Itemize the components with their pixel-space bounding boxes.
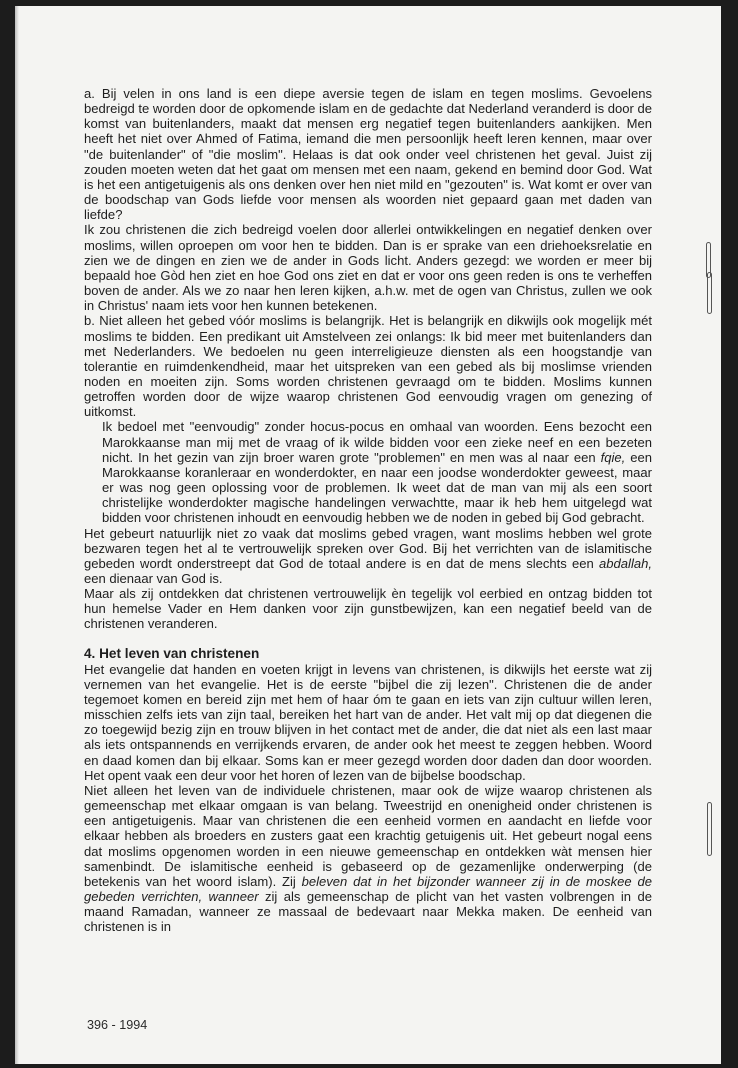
paragraph-gospel-life: Het evangelie dat handen en voeten krijgt in levens van christenen, is dikwijls het eerste wat zij vernemen van het evangelie. Het is de eerste "bijbel die zij lezen". Christenen die de ander tegemoet komen en bereid zijn met hem of haar óm te gaan en iets van zijn cultuur willen leren, misschien zelfs iets van zijn taal, bereiken het hart van de ander. Het valt mij op dat diegenen die zo toegewijd bezig zijn en trouw blijven in het contact met de ander, die dat niet als een last maar als iets ontspannends en verrijkends ervaren, de ander ook het meest te zeggen hebben. Woord en daad komen dan bij elkaar. Soms kan er meer gezegd worden door daden dan door woorden. Het opent vaak een deur voor het horen of lezen van de bijbelse boodschap. xyxy=(84,661,652,783)
margin-mark-2 xyxy=(707,272,712,314)
term-abdallah: abdallah, xyxy=(599,555,652,571)
not-often-part-2: een dienaar van God is. xyxy=(84,571,223,586)
not-often-part-1: Het gebeurt natuurlijk niet zo vaak dat moslims gebed vragen, want moslims hebben wel grote bezwaren tegen het al te vertrouwelijk spreken over God. Bij het verrichten van de islamitische gebeden wordt onderstreept dat God de totaal andere is en dat de mens slechts een xyxy=(84,525,652,571)
community-italic: beleven dat in het bijzonder wanneer zij in de moskee de gebeden verrichten, wanneer xyxy=(84,873,652,904)
paragraph-pray-for: Ik zou christenen die zich bedreigd voelen door allerlei ontwikkelingen en negatief denken over moslims, willen oproepen om voor hen te bidden. Dan is er sprake van een driehoeksrelatie en zien we de dingen en zien we de ander in Gods licht. Anders gezegd: we worden er meer bij bepaald hoe Gòd hen ziet en hoe God ons ziet en dat er voor ons geen reden is ons te verheffen boven de ander. Als we zo naar hen leren kijken, a.h.w. met de ogen van Christus, zullen we ook in Christus' naam iets voor hen kunnen betekenen. xyxy=(84,222,652,314)
community-part-2: zij als gemeenschap de plicht van het vasten volbrengen in de maand Ramadan, wanneer ze massaal de bedevaart naar Mekka maken. De eenheid van christenen is in xyxy=(84,888,652,935)
body-text xyxy=(84,86,652,934)
paragraph-aversion: a. Bij velen in ons land is een diepe aversie tegen de islam en tegen moslims. Gevoelens bedreigd te worden door de opkomende islam en de gedachte dat Nederland veranderd is door de komst van buitenlanders, maakt dat mensen erg negatief tegen buitenlanders aankijken. Men heeft het niet over Ahmed of Fatima, iemand die men persoonlijk heeft leren kennen, maar over "de buitenlander" of "die moslim". Helaas is dat ook onder veel christenen het geval. Juist zij zouden moeten weten dat het gaat om mensen met een naam, gekend en bemind door God. Wat is het een antigetuigenis als ons denken over hen niet mild en "gezouten" is. Wat komt er over van de boodschap van Gods liefde voor mensen als woorden niet gepaard gaan met daden van liefde? xyxy=(84,86,652,223)
paragraph-closing: Maar als zij ontdekken dat christenen vertrouwelijk èn tegelijk vol eerbied en ontzag bidden tot hun hemelse Vader en Hem danken voor zijn gunstbewijzen, kan een negatief beeld van de christenen veranderen. xyxy=(84,586,652,632)
margin-mark-3 xyxy=(707,802,712,856)
community-part-1: Niet alleen het leven van de individuele christenen, maar ook de wijze waarop christenen als gemeenschap met elkaar omgaan is van belang. Tweestrijd en onenigheid onder christenen is een antigetuigenis. Maar van christenen die een eenheid vormen en aandacht en liefde voor elkaar hebben als broeders en zusters gaat een krachtig getuigenis uit. Het gebeurt nogal eens dat moslims opgenomen worden in een nieuwe gemeenschap en ontdekken wàt mensen hier samenbindt. De islamitische eenheid is gebaseerd op de gezamenlijke onderwerping (de betekenis van het woord islam). Zij xyxy=(84,782,652,889)
document-page xyxy=(15,6,721,1064)
quote-block xyxy=(102,419,652,525)
paragraph-community xyxy=(84,783,652,935)
quote-part-2: een Marokkaanse koranleraar en wonderdokter, en naar een joodse wonderdokter geweest, maar er was nog geen oplossing voor de problemen. Ik weet dat de man van mij als een soort christelijke wonderdokter magische handelingen verwachtte, maar ik heb hem uitgelegd wat bidden voor christenen inhoudt en eenvoudig hebben we de noden in gebed bij God gebracht. xyxy=(102,449,652,526)
section-heading: 4. Het leven van christenen xyxy=(84,645,260,661)
paragraph-not-often xyxy=(84,526,652,587)
quote-part-1: Ik bedoel met "eenvoudig" zonder hocus-pocus en omhaal van woorden. Eens bezocht een Marokkaanse man mij met de vraag of ik wilde bidden voor een zieke neef en een bezeten nicht. In het gezin van zijn broer waren grote "problemen" en men was al naar een xyxy=(102,419,652,465)
page-footer: 396 - 1994 xyxy=(87,1018,148,1032)
paragraph-pray-with: b. Niet alleen het gebed vóór moslims is belangrijk. Het is belangrijk en dikwijls ook mogelijk mét moslims te bidden. Een predikant uit Amstelveen zei onlangs: Ik bid meer met buitenlanders dan met Nederlanders. We bedoelen nu geen interreligieuze diensten als een hoogstandje van tolerantie en ruimdenkendheid, maar het uitspreken van een gebed als bij moslimse vrienden noden en moeiten zijn. Soms worden christenen gevraagd om te bidden. Moslims kunnen getroffen worden door de wijze waarop christenen God eenvoudig vragen om genezing of uitkomst. xyxy=(84,313,652,420)
quote-term-fqie: fqie, xyxy=(600,449,626,465)
